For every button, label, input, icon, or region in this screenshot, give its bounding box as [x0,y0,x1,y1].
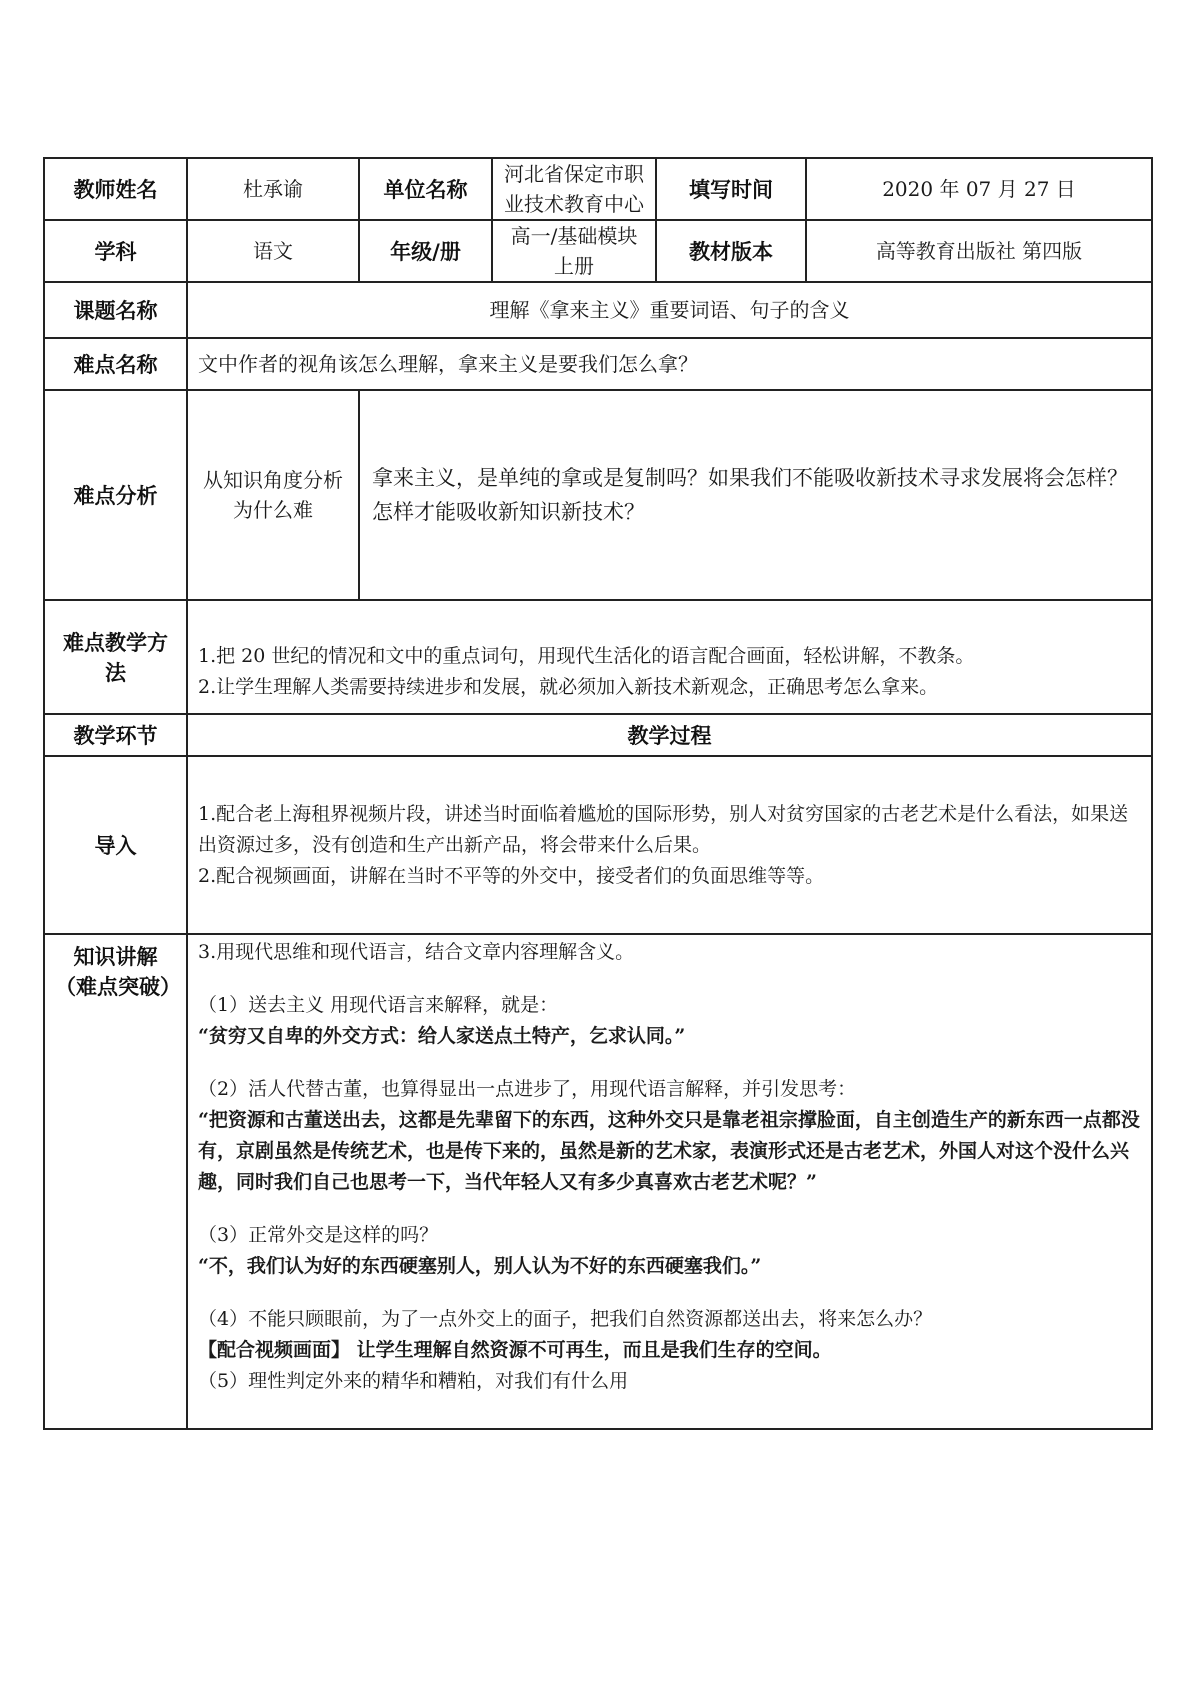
video-tag: 【配合视频画面】 [198,1339,351,1361]
fill-date-value: 2020 年 07 月 27 日 [806,158,1152,220]
answer-4 [198,1335,1141,1366]
analysis-row [44,390,1152,600]
teacher-name-value: 杜承谕 [187,158,359,220]
subject-value: 语文 [187,220,359,282]
knowledge-row [44,934,1152,1429]
method-row [44,600,1152,714]
knowledge-label-line-2: （难点突破） [55,975,181,999]
topic-value: 理解《拿来主义》重要词语、句子的含义 [187,282,1152,338]
method-line-1: 1.把 20 世纪的情况和文中的重点词句，用现代生活化的语言配合画面，轻松讲解，不教条。 [198,645,975,667]
unit-name-label: 单位名称 [359,158,492,220]
question-5: （5）理性判定外来的精华和糟粕，对我们有什么用 [198,1370,629,1392]
difficulty-label: 难点名称 [44,338,187,390]
textbook-value: 高等教育出版社 第四版 [806,220,1152,282]
intro-line-2: 2.配合视频画面，讲解在当时不平等的外交中，接受者们的负面思维等等。 [198,864,825,887]
fill-date-label: 填写时间 [656,158,806,220]
topic-row [44,282,1152,338]
intro-label: 导入 [44,756,187,934]
answer-1: “贫穷又自卑的外交方式：给人家送点土特产，乞求认同。” [198,1025,686,1047]
question-2: （2）活人代替古董，也算得显出一点进步了，用现代语言解释，并引发思考： [198,1078,857,1100]
question-3: （3）正常外交是这样的吗？ [198,1224,439,1246]
answer-4-text: 让学生理解自然资源不可再生，而且是我们生存的空间。 [350,1339,832,1361]
knowledge-content [187,934,1152,1429]
knowledge-label [44,934,187,1429]
answer-3: “不，我们认为好的东西硬塞别人，别人认为不好的东西硬塞我们。” [198,1255,762,1277]
intro-row [44,756,1152,934]
method-line-2: 2.让学生理解人类需要持续进步和发展，就必须加入新技术新观念，正确思考怎么拿来。 [198,676,939,698]
process-header-row [44,714,1152,756]
intro-content [187,756,1152,934]
topic-label: 课题名称 [44,282,187,338]
grade-value: 高一/基础模块上册 [492,220,656,282]
lesson-plan-table [43,157,1153,1430]
method-content [187,600,1152,714]
knowledge-label-line-1: 知识讲解 [73,945,158,969]
answer-2: “把资源和古董送出去，这都是先辈留下的东西，这种外交只是靠老祖宗撑脸面，自主创造生产的新东西一点都没有，京剧虽然是传统艺术，也是传下来的，虽然是新的艺术家，表演形式还是古老艺术，外国人对这个没什么兴趣，同时我们自己也思考一下，当代年轻人又有多少真喜欢古老艺术呢？” [198,1109,1140,1193]
analysis-label: 难点分析 [44,390,187,600]
unit-name-value: 河北省保定市职业技术教育中心 [492,158,656,220]
intro-line-1: 1.配合老上海租界视频片段，讲述当时面临着尴尬的国际形势，别人对贫穷国家的古老艺术是什么看法，如果送出资源过多，没有创造和生产出新产品，将会带来什么后果。 [198,802,1129,856]
subject-label: 学科 [44,220,187,282]
header-row-2 [44,220,1152,282]
textbook-label: 教材版本 [656,220,806,282]
analysis-value: 拿来主义，是单纯的拿或是复制吗？如果我们不能吸收新技术寻求发展将会怎样？怎样才能吸收新知识新技术？ [359,390,1152,600]
question-4: （4）不能只顾眼前，为了一点外交上的面子，把我们自然资源都送出去，将来怎么办？ [198,1308,933,1330]
method-label: 难点教学方法 [44,600,187,714]
analysis-sub-label: 从知识角度分析为什么难 [187,390,359,600]
teacher-name-label: 教师姓名 [44,158,187,220]
stage-header-label: 教学环节 [44,714,187,756]
question-1: （1）送去主义 用现代语言来解释，就是： [198,994,559,1016]
knowledge-intro: 3.用现代思维和现代语言，结合文章内容理解含义。 [198,941,635,963]
difficulty-value: 文中作者的视角该怎么理解，拿来主义是要我们怎么拿？ [187,338,1152,390]
grade-label: 年级/册 [359,220,492,282]
header-row-1 [44,158,1152,220]
difficulty-row [44,338,1152,390]
process-header-label: 教学过程 [187,714,1152,756]
